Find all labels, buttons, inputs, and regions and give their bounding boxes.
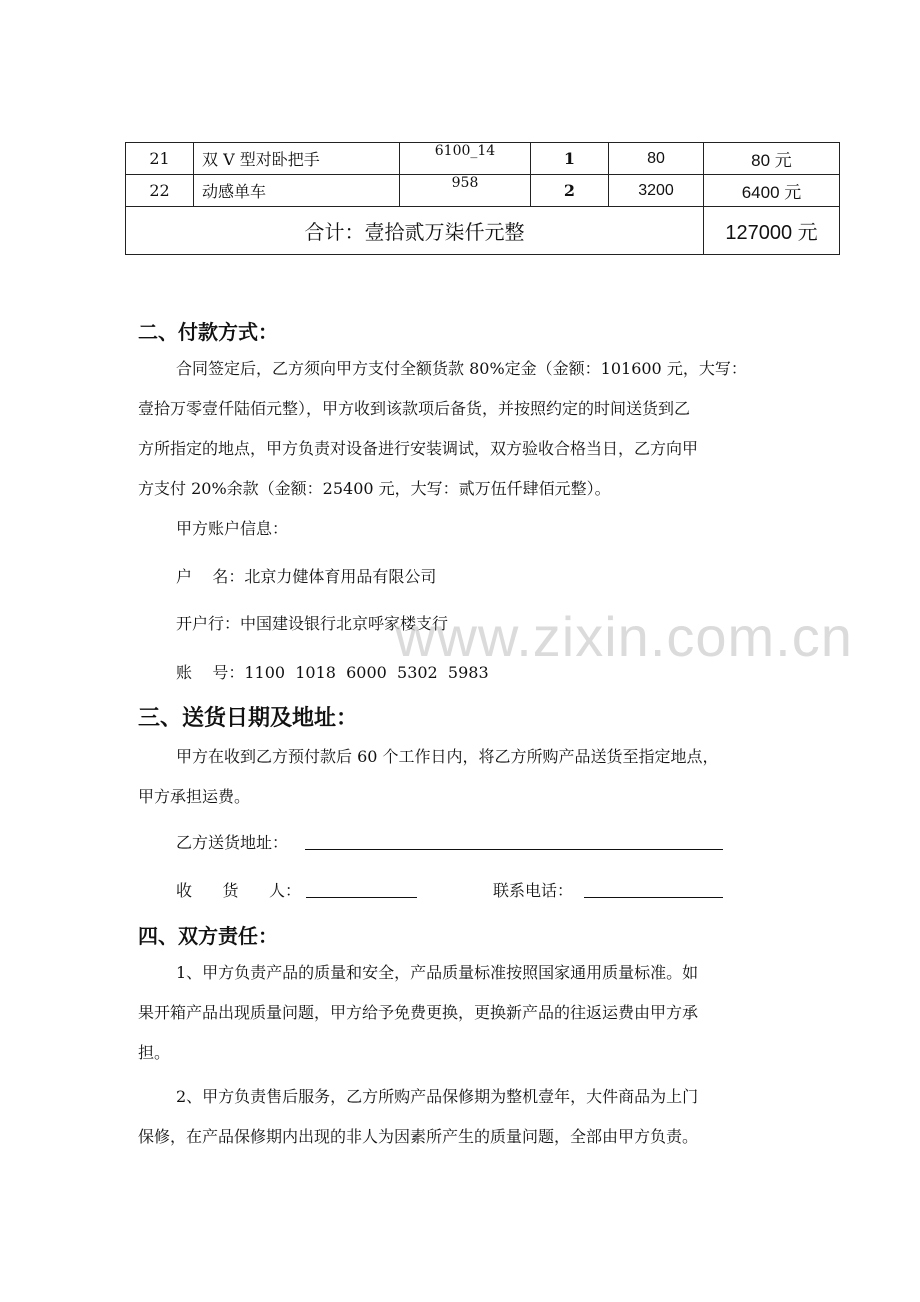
item-amount: 80 元 bbox=[704, 143, 840, 175]
total-amount: 127000 元 bbox=[704, 207, 840, 255]
item-no: 22 bbox=[126, 175, 194, 207]
bank-name: 开户行：中国建设银行北京呼家楼支行 bbox=[176, 614, 449, 633]
address-underline bbox=[305, 849, 723, 850]
phone-underline bbox=[584, 897, 723, 898]
table-row bbox=[126, 175, 840, 207]
para-line: 2、甲方负责售后服务，乙方所购产品保修期为整机壹年，大件商品为上门 bbox=[176, 1087, 699, 1106]
item-price: 3200 bbox=[609, 175, 704, 207]
table-row bbox=[126, 143, 840, 175]
para-line: 甲方承担运费。 bbox=[138, 787, 251, 806]
item-qty: 1 bbox=[531, 143, 609, 175]
item-model: 958 bbox=[400, 175, 531, 207]
item-amount: 6400 元 bbox=[704, 175, 840, 207]
phone-label: 联系电话： bbox=[493, 881, 574, 900]
para-line: 方所指定的地点，甲方负责对设备进行安装调试，双方验收合格当日，乙方向甲 bbox=[138, 439, 699, 458]
account-name: 户 名：北京力健体育用品有限公司 bbox=[176, 567, 437, 586]
address-label: 乙方送货地址： bbox=[176, 833, 289, 852]
item-qty: 2 bbox=[531, 175, 609, 207]
receiver-label: 收 货 人： bbox=[176, 881, 302, 900]
section4-paragraph-2 bbox=[138, 1077, 793, 1157]
section3-heading: 三、送货日期及地址： bbox=[138, 706, 359, 731]
account-title: 甲方账户信息： bbox=[176, 519, 289, 538]
watermark: www.zixin.com.cn bbox=[395, 605, 853, 668]
item-model: 6100_14 bbox=[400, 143, 531, 175]
account-number: 账 号：1100 1018 6000 5302 5983 bbox=[176, 663, 489, 682]
section2-heading: 二、付款方式： bbox=[138, 320, 278, 344]
section4-heading: 四、双方责任： bbox=[138, 924, 278, 948]
para-line: 1、甲方负责产品的质量和安全，产品质量标准按照国家通用质量标准。如 bbox=[176, 963, 699, 982]
item-name: 动感单车 bbox=[194, 175, 400, 207]
para-line: 担。 bbox=[138, 1043, 171, 1062]
para-line: 保修，在产品保修期内出现的非人为因素所产生的质量问题，全部由甲方负责。 bbox=[138, 1127, 699, 1146]
receiver-underline bbox=[306, 897, 417, 898]
section2-paragraph bbox=[138, 349, 793, 509]
para-line: 甲方在收到乙方预付款后 60 个工作日内，将乙方所购产品送货至指定地点， bbox=[176, 747, 719, 766]
para-line: 壹拾万零壹仟陆佰元整），甲方收到该款项后备货，并按照约定的时间送货到乙 bbox=[138, 399, 691, 418]
para-line: 果开箱产品出现质量问题，甲方给予免费更换，更换新产品的往返运费由甲方承 bbox=[138, 1003, 699, 1022]
total-row bbox=[126, 207, 840, 255]
total-label: 合计：壹拾贰万柒仟元整 bbox=[126, 207, 704, 255]
section3-paragraph bbox=[138, 737, 793, 817]
para-line: 方支付 20%余款（金额：25400 元，大写：贰万伍仟肆佰元整）。 bbox=[138, 479, 611, 498]
item-no: 21 bbox=[126, 143, 194, 175]
section4-paragraph-1 bbox=[138, 953, 793, 1073]
product-table bbox=[125, 142, 840, 255]
item-price: 80 bbox=[609, 143, 704, 175]
para-line: 合同签定后，乙方须向甲方支付全额货款 80%定金（金额：101600 元，大写： bbox=[176, 359, 747, 378]
item-name: 双 V 型对卧把手 bbox=[194, 143, 400, 175]
